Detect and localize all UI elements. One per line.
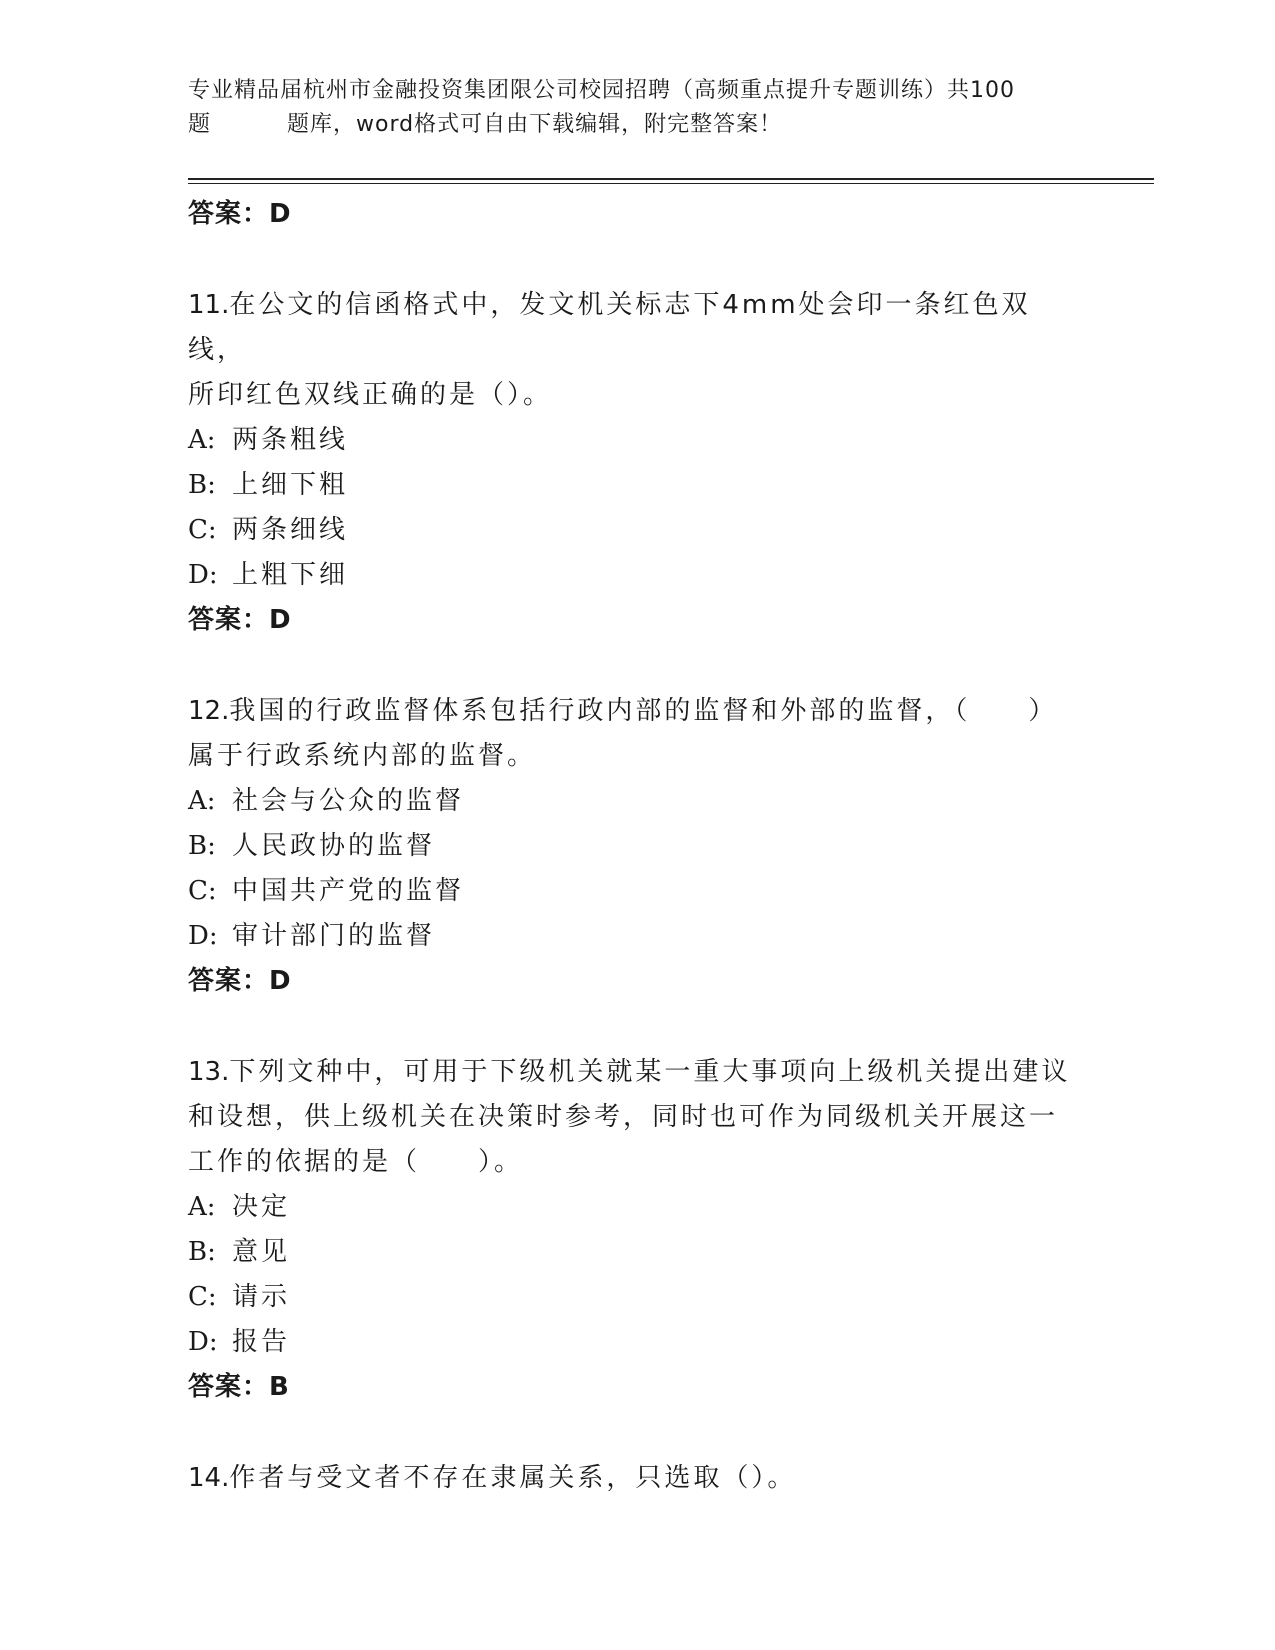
question-text-continued: [188, 734, 1088, 779]
document-body: [188, 192, 1088, 1501]
question-text-continued: [188, 1095, 1088, 1140]
option-text: 两条粗线: [232, 425, 349, 455]
document-header: [188, 74, 1088, 142]
header-rule-thick: [188, 178, 1154, 180]
question-number: 12.: [188, 696, 230, 726]
answer-line: 答案：D: [188, 199, 292, 229]
question-text: [188, 283, 1088, 373]
question-block: [188, 1050, 1088, 1410]
question-number: 13.: [188, 1057, 230, 1087]
question-line: 下列文种中，可用于下级机关就某一重大事项向上级机关提出建议: [229, 1057, 1071, 1087]
question-line: 属于行政系统内部的监督。: [188, 741, 537, 771]
option-item: [188, 1275, 1088, 1320]
option-text: 两条细线: [232, 515, 349, 545]
option-label: B:: [188, 831, 216, 861]
option-item: [188, 463, 1088, 508]
question-text: [188, 1050, 1088, 1095]
option-item: [188, 914, 1088, 959]
option-label: C:: [188, 876, 217, 906]
question-line: 在公文的信函格式中，发文机关标志下4mm处会印一条红色双线，: [188, 290, 1031, 365]
option-text: 人民政协的监督: [232, 831, 436, 861]
option-label: B:: [188, 1237, 216, 1267]
option-label: B:: [188, 470, 216, 500]
answer-line: 答案：D: [188, 605, 292, 635]
option-text: 报告: [232, 1327, 291, 1357]
answer-line: 答案：D: [188, 966, 292, 996]
option-text: 决定: [232, 1192, 291, 1222]
option-item: [188, 869, 1088, 914]
question-line: 和设想，供上级机关在决策时参考，同时也可作为同级机关开展这一: [188, 1102, 1059, 1132]
question-line: 作者与受文者不存在隶属关系，只选取（）。: [229, 1463, 797, 1493]
question-text-continued: [188, 373, 1088, 418]
option-item: [188, 824, 1088, 869]
option-label: A:: [188, 786, 216, 816]
answer-line: 答案：B: [188, 1372, 290, 1402]
option-item: [188, 508, 1088, 553]
option-item: [188, 779, 1088, 824]
header-line-1: 专业精品届杭州市金融投资集团限公司校园招聘（高频重点提升专题训练）共100: [188, 78, 1015, 103]
header-line-2-end: 题库，word格式可自由下载编辑，附完整答案！: [287, 112, 783, 137]
question-number: 14.: [188, 1463, 230, 1493]
header-line-2-start: 题: [188, 112, 212, 137]
question-number: 11.: [188, 290, 230, 320]
option-text: 意见: [232, 1237, 291, 1267]
option-label: A:: [188, 425, 216, 455]
option-label: D:: [188, 921, 218, 951]
header-rule-thin: [188, 183, 1154, 184]
question-text: [188, 1456, 1088, 1501]
option-label: D:: [188, 1327, 218, 1357]
option-text: 中国共产党的监督: [232, 876, 465, 906]
option-item: [188, 418, 1088, 463]
option-text: 请示: [232, 1282, 291, 1312]
option-text: 上细下粗: [232, 470, 349, 500]
option-text: 审计部门的监督: [232, 921, 436, 951]
option-label: A:: [188, 1192, 216, 1222]
question-line: 我国的行政监督体系包括行政内部的监督和外部的监督，（ ）: [229, 696, 1058, 726]
question-block: [188, 689, 1088, 1004]
option-label: D:: [188, 560, 218, 590]
option-label: C:: [188, 515, 217, 545]
option-item: [188, 553, 1088, 598]
option-text: 上粗下细: [232, 560, 349, 590]
question-text: [188, 689, 1088, 734]
question-line: 所印红色双线正确的是（）。: [188, 380, 553, 410]
option-item: [188, 1230, 1088, 1275]
question-block: [188, 283, 1088, 643]
question-block: [188, 1456, 1088, 1501]
option-item: [188, 1185, 1088, 1230]
header-line-2: [188, 108, 1088, 142]
question-line: 工作的依据的是（ ）。: [188, 1147, 524, 1177]
option-item: [188, 1320, 1088, 1365]
option-label: C:: [188, 1282, 217, 1312]
option-text: 社会与公众的监督: [232, 786, 465, 816]
question-text-continued: [188, 1140, 1088, 1185]
